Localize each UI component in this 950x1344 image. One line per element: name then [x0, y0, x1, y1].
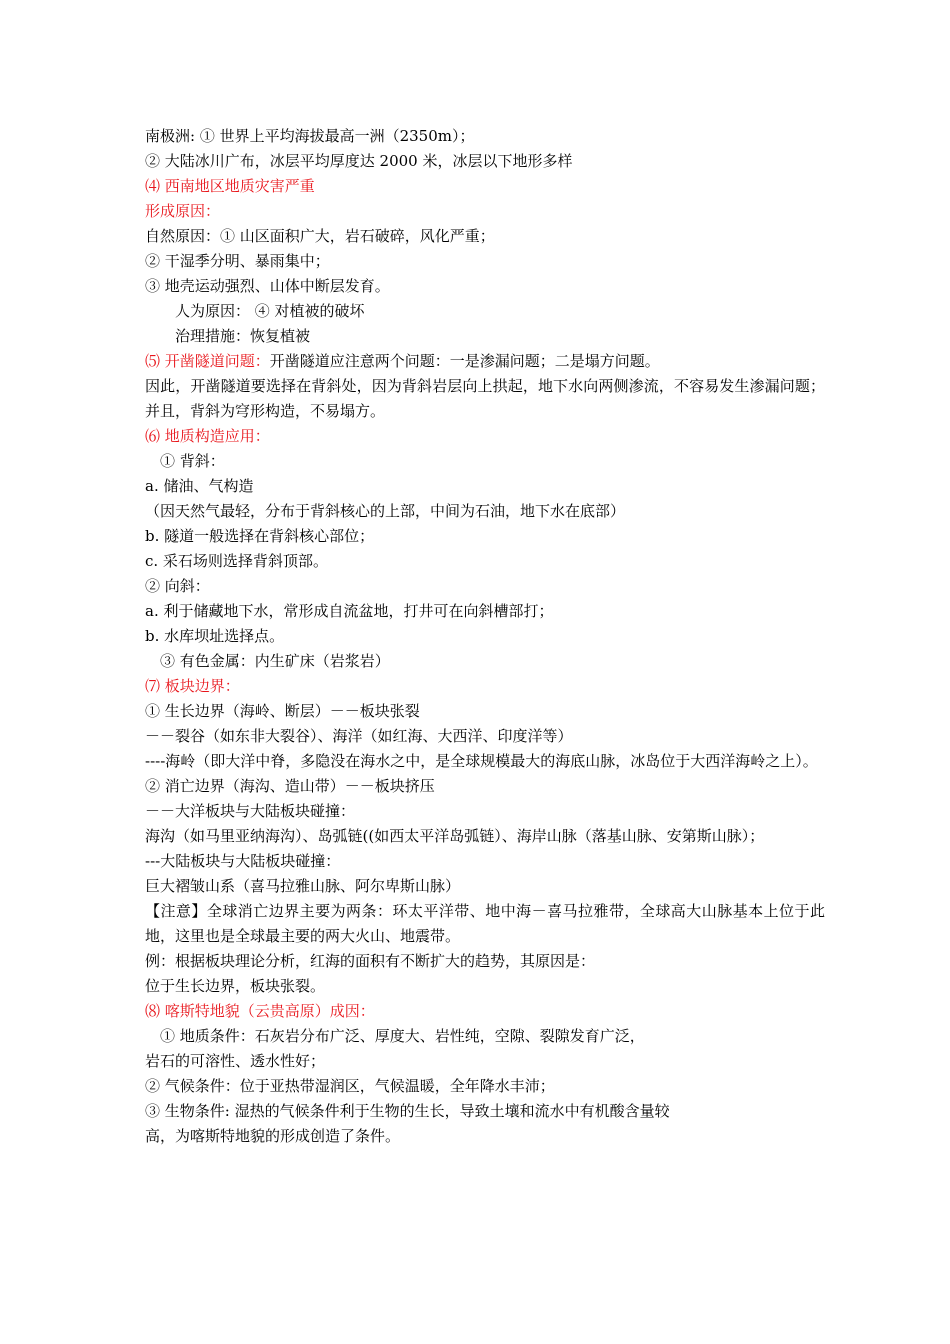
text-line: －－裂谷（如东非大裂谷）、海洋（如红海、大西洋、印度洋等） — [145, 727, 573, 745]
document-body — [145, 124, 825, 1149]
text-line: 巨大褶皱山系（喜马拉雅山脉、阿尔卑斯山脉） — [145, 877, 461, 895]
text-line: b. 隧道一般选择在背斜核心部位； — [145, 527, 375, 545]
section-heading: ⑺ 板块边界： — [145, 677, 240, 695]
subheading: 形成原因： — [145, 202, 221, 220]
text-line: 自然原因：① 山区面积广大，岩石破碎，风化严重； — [145, 227, 495, 245]
paragraph: ----海岭（即大洋中脊，多隐没在海水之中，是全球规模最大的海底山脉，冰岛位于大西洋海岭之上）。 — [145, 752, 818, 770]
text-line: ① 地质条件：石灰岩分布广泛、厚度大、岩性纯，空隙、裂隙发育广泛， — [160, 1027, 645, 1045]
text-line: ③ 有色金属：内生矿床（岩浆岩） — [160, 652, 390, 670]
text-line: b. 水库坝址选择点。 — [145, 627, 285, 645]
text-line: ③ 生物条件: 湿热的气候条件利于生物的生长，导致土壤和流水中有机酸含量较 — [145, 1102, 670, 1120]
text-line: ② 气候条件：位于亚热带湿润区，气候温暖，全年降水丰沛； — [145, 1077, 555, 1095]
text-line: 高，为喀斯特地貌的形成创造了条件。 — [145, 1127, 401, 1145]
section-line — [145, 349, 825, 374]
text-line: ① 背斜： — [160, 452, 225, 470]
text-line: （因天然气最轻，分布于背斜核心的上部，中间为石油，地下水在底部） — [145, 502, 626, 520]
text-line: 例：根据板块理论分析，红海的面积有不断扩大的趋势，其原因是： — [145, 952, 596, 970]
text-line: ② 干湿季分明、暴雨集中； — [145, 252, 330, 270]
text-line: ② 大陆冰川广布，冰层平均厚度达 2000 米，冰层以下地形多样 — [145, 152, 573, 170]
text-line: 位于生长边界，板块张裂。 — [145, 977, 326, 995]
text-line: ③ 地壳运动强烈、山体中断层发育。 — [145, 277, 390, 295]
section-heading: ⑷ 西南地区地质灾害严重 — [145, 177, 315, 195]
text-line: c. 采石场则选择背斜顶部。 — [145, 552, 328, 570]
text-line: 人为原因： ④ 对植被的破坏 — [175, 302, 365, 320]
section-heading: ⑸ 开凿隧道问题： — [145, 352, 270, 370]
text-span: 开凿隧道应注意两个问题：一是渗漏问题；二是塌方问题。 — [269, 352, 660, 370]
text-line: a. 利于储藏地下水，常形成自流盆地，打井可在向斜槽部打； — [145, 602, 554, 620]
text-line: ① 生长边界（海岭、断层）－－板块张裂 — [145, 702, 420, 720]
text-line: ---大陆板块与大陆板块碰撞： — [145, 852, 341, 870]
text-line: a. 储油、气构造 — [145, 477, 254, 495]
text-line: ② 消亡边界（海沟、造山带）－－板块挤压 — [145, 777, 435, 795]
text-line: 治理措施：恢复植被 — [175, 327, 311, 345]
paragraph: 因此，开凿隧道要选择在背斜处，因为背斜岩层向上拱起，地下水向两侧渗流，不容易发生渗漏问题；并且，背斜为穹形构造，不易塌方。 — [145, 377, 825, 420]
section-heading: ⑹ 地质构造应用： — [145, 427, 270, 445]
text-line: －－大洋板块与大陆板块碰撞： — [145, 802, 356, 820]
text-line: 南极洲: ① 世界上平均海拔最高一洲（2350m）； — [145, 127, 475, 145]
text-line: 岩石的可溶性、透水性好； — [145, 1052, 326, 1070]
section-heading: ⑻ 喀斯特地貌（云贵高原）成因： — [145, 1002, 375, 1020]
text-line: ② 向斜： — [145, 577, 210, 595]
text-line: 海沟（如马里亚纳海沟）、岛弧链((如西太平洋岛弧链）、海岸山脉（落基山脉、安第斯山脉）； — [145, 827, 765, 845]
note-paragraph: 【注意】全球消亡边界主要为两条：环太平洋带、地中海－喜马拉雅带，全球高大山脉基本上位于此地，这里也是全球最主要的两大火山、地震带。 — [145, 902, 825, 945]
